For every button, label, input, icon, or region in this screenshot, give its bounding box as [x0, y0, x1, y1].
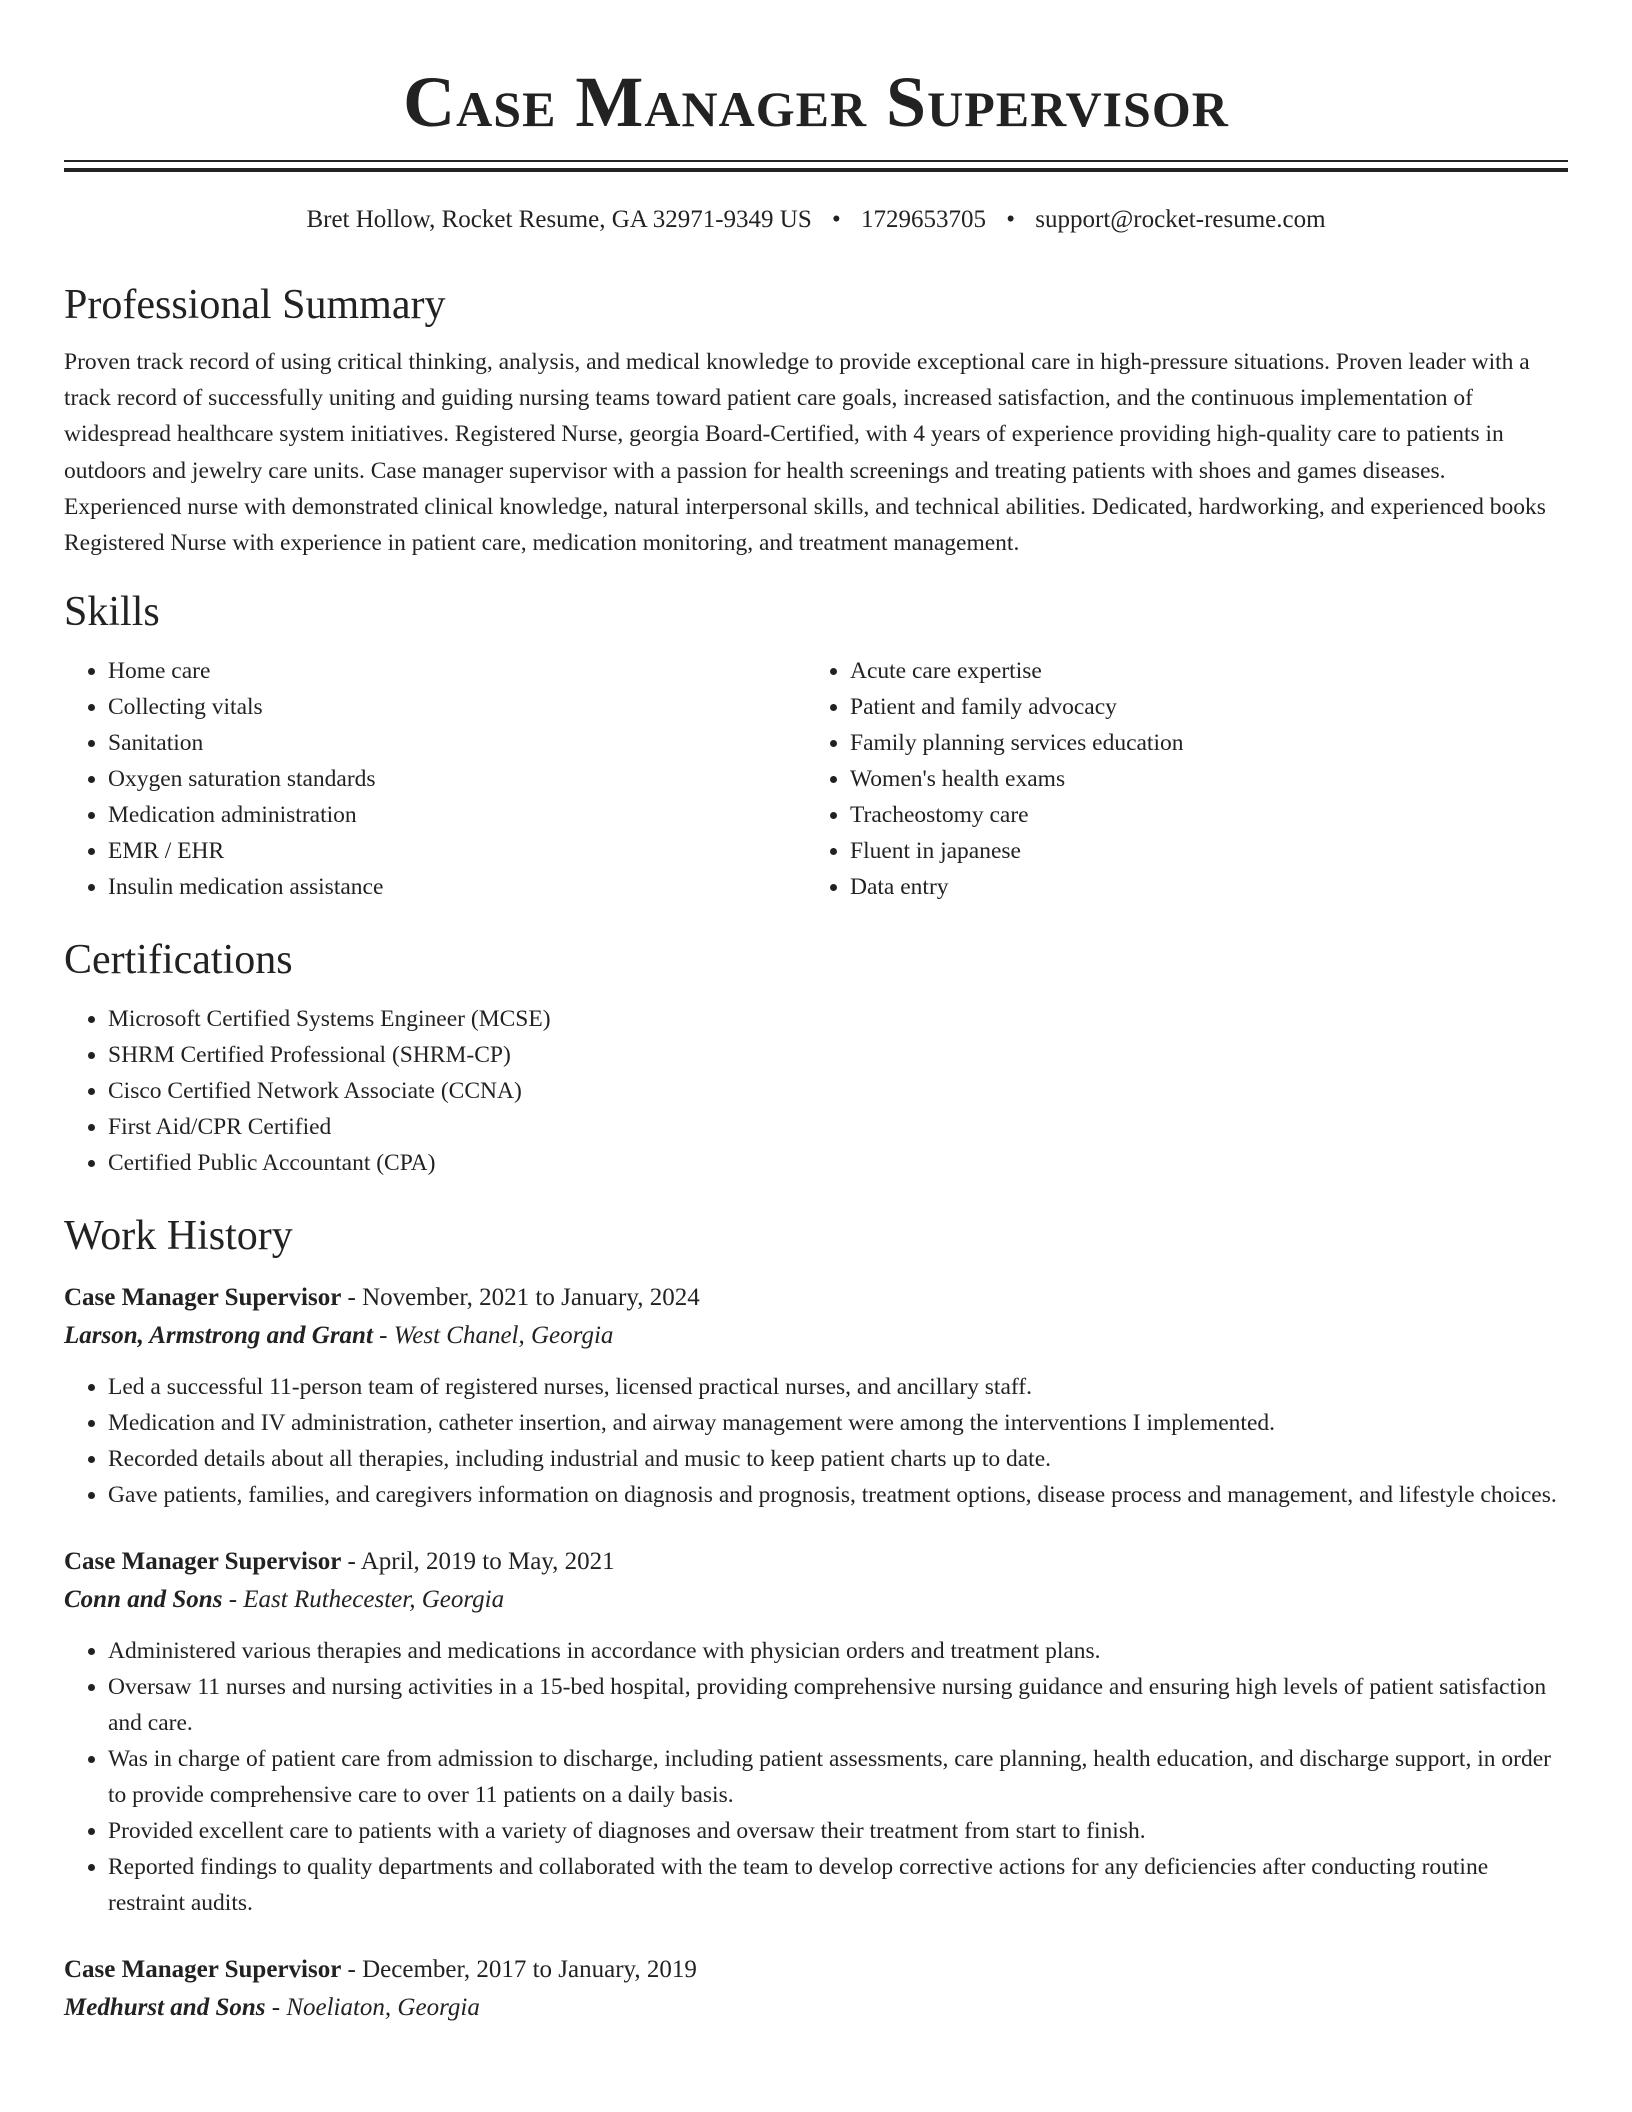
contact-separator: • — [831, 206, 841, 233]
job-dash: - — [372, 1322, 394, 1350]
job-company-line — [64, 1317, 1568, 1355]
certifications-heading: Certifications — [64, 937, 293, 984]
certification-item: • Microsoft Certified Systems Engineer (MCSE) — [108, 1001, 1568, 1037]
skill-item: • Patient and family advocacy — [850, 689, 1568, 725]
job-bullet: • Provided excellent care to patients with a variety of diagnoses and oversaw their treatment from start to finish. — [108, 1813, 1568, 1849]
certification-item: • Certified Public Accountant (CPA) — [108, 1145, 1568, 1181]
skill-item: • Sanitation — [108, 725, 806, 761]
job-bullet: • Administered various therapies and medications in accordance with physician orders and treatment plans. — [108, 1633, 1568, 1669]
summary-heading: Professional Summary — [64, 282, 446, 328]
job-role: Case Manager Supervisor — [64, 1284, 342, 1312]
job-bullet: • Medication and IV administration, catheter insertion, and airway management were among the interventions I implemented. — [108, 1405, 1568, 1441]
skill-item: • Women's health exams — [850, 761, 1568, 797]
skill-item: • Collecting vitals — [108, 689, 806, 725]
skill-item: • Fluent in japanese — [850, 833, 1568, 869]
job-bullets — [64, 1633, 1568, 1921]
certifications-list — [64, 1001, 1568, 1181]
contact-email: support@rocket-resume.com — [1035, 206, 1326, 233]
contact-address: Bret Hollow, Rocket Resume, GA 32971-9349 US — [306, 206, 812, 233]
job-dash: - — [341, 1284, 363, 1312]
certification-item: • Cisco Certified Network Associate (CCNA) — [108, 1073, 1568, 1109]
skills-list-left — [64, 653, 806, 905]
skill-item: • Insulin medication assistance — [108, 869, 806, 905]
certification-item: • SHRM Certified Professional (SHRM-CP) — [108, 1037, 1568, 1073]
job-dates: December, 2017 to January, 2019 — [362, 1956, 697, 1984]
job-dash: - — [222, 1586, 244, 1614]
job-location: Noeliaton, Georgia — [286, 1994, 480, 2022]
certification-item: • First Aid/CPR Certified — [108, 1109, 1568, 1145]
contact-separator: • — [1006, 206, 1016, 233]
skills-heading: Skills — [64, 589, 160, 636]
job-entry — [64, 1543, 1568, 1921]
job-bullet: • Recorded details about all therapies, including industrial and music to keep patient charts up to date. — [108, 1441, 1568, 1477]
job-entry — [64, 1951, 1568, 2027]
summary-text: Proven track record of using critical thinking, analysis, and medical knowledge to provide exceptional care in high-pressure situations. Proven leader with a track record of successfully uniting and guiding nursing teams toward patient care goals, increased satisfaction, and the continuous implementation of widespread healthcare system initiatives. Registered Nurse, georgia Board-Certified, with 4 years of experience providing high-quality care to patients in outdoors and jewelry care units. Case manager supervisor with a passion for health screenings and treating patients with shoes and games diseases. Experienced nurse with demonstrated clinical knowledge, natural interpersonal skills, and technical abilities. Dedicated, hardworking, and experienced books Registered Nurse with experience in patient care, medication monitoring, and treatment management. — [64, 349, 1546, 557]
job-role: Case Manager Supervisor — [64, 1548, 342, 1576]
job-bullet: • Reported findings to quality departments and collaborated with the team to develop corrective actions for any deficiencies after conducting routine restraint audits. — [108, 1849, 1568, 1921]
job-title-line — [64, 1951, 1568, 1989]
job-company-line — [64, 1581, 1568, 1619]
job-dash: - — [341, 1956, 363, 1984]
job-bullet: • Was in charge of patient care from admission to discharge, including patient assessments, care planning, health education, and discharge support, in order to provide comprehensive care to over 11 patients on a daily basis. — [108, 1741, 1568, 1813]
job-dates: April, 2019 to May, 2021 — [360, 1548, 615, 1576]
skill-item: • Medication administration — [108, 797, 806, 833]
job-dash: - — [265, 1994, 287, 2022]
skill-item: • Oxygen saturation standards — [108, 761, 806, 797]
job-role: Case Manager Supervisor — [64, 1956, 342, 1984]
job-location: East Ruthecester, Georgia — [243, 1586, 505, 1614]
job-bullet: • Gave patients, families, and caregivers information on diagnosis and prognosis, treatment options, disease process and management, and lifestyle choices. — [108, 1477, 1568, 1513]
skill-item: • Acute care expertise — [850, 653, 1568, 689]
skill-item: • Home care — [108, 653, 806, 689]
title-divider — [64, 160, 1568, 172]
job-entry — [64, 1279, 1568, 1513]
job-bullet: • Led a successful 11-person team of registered nurses, licensed practical nurses, and ancillary staff. — [108, 1369, 1568, 1405]
job-company-line — [64, 1989, 1568, 2027]
job-dates: November, 2021 to January, 2024 — [362, 1284, 700, 1312]
work-history-heading: Work History — [64, 1213, 293, 1260]
contact-phone: 1729653705 — [861, 206, 986, 233]
skill-item: • Family planning services education — [850, 725, 1568, 761]
skill-item: • Tracheostomy care — [850, 797, 1568, 833]
job-dash: - — [341, 1548, 361, 1576]
contact-line — [64, 204, 1568, 236]
skill-item: • EMR / EHR — [108, 833, 806, 869]
job-title-line — [64, 1543, 1568, 1581]
job-location: West Chanel, Georgia — [393, 1322, 614, 1350]
job-bullets — [64, 1369, 1568, 1513]
skill-item: • Data entry — [850, 869, 1568, 905]
job-company: Conn and Sons — [64, 1586, 223, 1614]
job-title-line — [64, 1279, 1568, 1317]
resume-title: Case Manager Supervisor — [403, 62, 1229, 142]
skills-columns — [64, 653, 1568, 905]
skills-list-right — [806, 653, 1568, 905]
job-bullet: • Oversaw 11 nurses and nursing activities in a 15-bed hospital, providing comprehensive nursing guidance and ensuring high levels of patient satisfaction and care. — [108, 1669, 1568, 1741]
job-company: Medhurst and Sons — [64, 1994, 266, 2022]
job-company: Larson, Armstrong and Grant — [64, 1322, 373, 1350]
